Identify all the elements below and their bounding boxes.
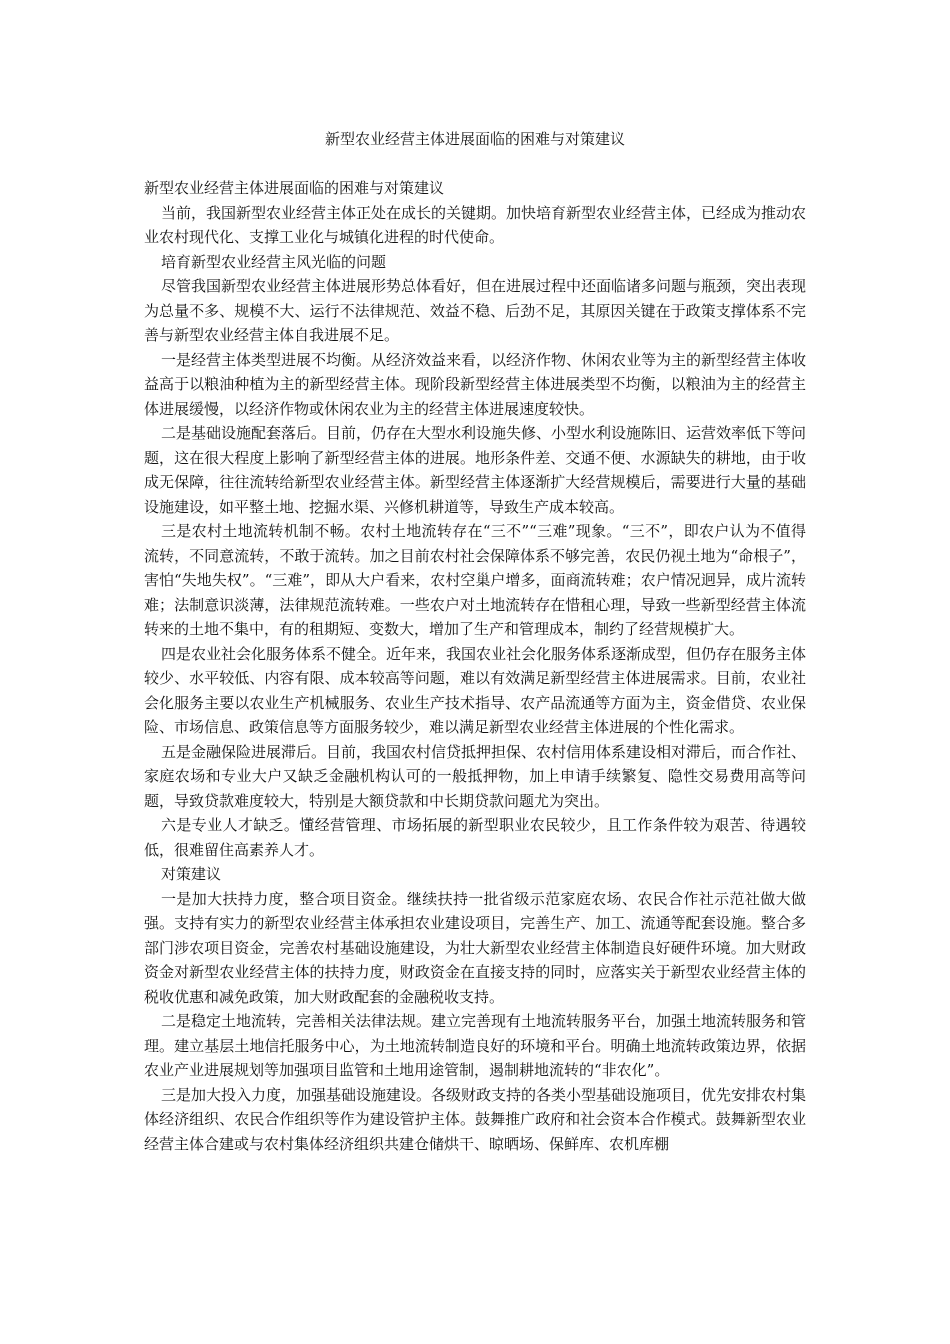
- paragraph-intro: 当前，我国新型农业经营主体正处在成长的关键期。加快培育新型农业经营主体，已经成为推动农业农村现代化、支撑工业化与城镇化进程的时代使命。: [144, 203, 807, 246]
- paragraph-problem-1: 一是经营主体类型进展不均衡。从经济效益来看，以经济作物、休闲农业等为主的新型经营主体收益高于以粮油种植为主的新型经营主体。现阶段新型经营主体进展类型不均衡，以粮油为主的经营主体进展缓慢，以经济作物或休闲农业为主的经营主体进展速度较快。: [144, 350, 807, 418]
- paragraph-problem-6: 六是专业人才缺乏。懂经营管理、市场拓展的新型职业农民较少，且工作条件较为艰苦、待遇较低，很难留住高素养人才。: [144, 816, 806, 859]
- paragraph-suggestion-3: 三是加大投入力度，加强基础设施建设。各级财政支持的各类小型基础设施项目，优先安排农村集体经济组织、农民合作组织等作为建设管护主体。鼓舞推广政府和社会资本合作模式。鼓舞新型农业经营主体合建或与农村集体经济组织共建仓储烘干、晾晒场、保鲜库、农机库棚: [144, 1085, 807, 1153]
- paragraph-suggestion-1: 一是加大扶持力度，整合项目资金。继续扶持一批省级示范家庭农场、农民合作社示范社做大做强。支持有实力的新型农业经营主体承担农业建设项目，完善生产、加工、流通等配套设施。整合多部门涉农项目资金，完善农村基础设施建设，为壮大新型农业经营主体制造良好硬件环境。加大财政资金对新型农业经营主体的扶持力度，财政资金在直接支持的同时，应落实关于新型农业经营主体的税收优惠和减免政策，加大财政配套的金融税收支持。: [144, 889, 806, 1006]
- document-subtitle: 新型农业经营主体进展面临的困难与对策建议: [144, 179, 445, 197]
- paragraph-problem-2: 二是基础设施配套落后。目前，仍存在大型水利设施失修、小型水利设施陈旧、运营效率低下等问题，这在很大程度上影响了新型经营主体的进展。地形条件差、交通不便、水源缺失的耕地，由于收成无保障，往往流转给新型农业经营主体。新型经营主体逐渐扩大经营规模后，需要进行大量的基础设施建设，如平整土地、挖掘水渠、兴修机耕道等，导致生产成本较高。: [144, 424, 807, 516]
- paragraph-suggestion-2: 二是稳定土地流转，完善相关法律法规。建立完善现有土地流转服务平台，加强土地流转服务和管理。建立基层土地信托服务中心，为土地流转制造良好的环境和平台。明确土地流转政策边界，依据农业产业进展规划等加强项目监管和土地用途管制，遏制耕地流转的“非农化”。: [144, 1012, 807, 1079]
- section-heading-suggestions: 对策建议: [161, 865, 222, 883]
- section-heading-problems: 培育新型农业经营主风光临的问题: [161, 252, 387, 271]
- document-title: 新型农业经营主体进展面临的困难与对策建议: [324, 130, 625, 148]
- paragraph-problem-3: 三是农村土地流转机制不畅。农村土地流转存在“三不”“三难”现象。“三不”，即农户认为不值得流转，不同意流转，不敢于流转。加之目前农村社会保障体系不够完善，农民仍视土地为“命根子”，害怕“失地失权”。“三难”，即从大户看来，农村空巢户增多，面商流转难；农户情况迥异，成片流转难；法制意识淡薄，法律规范流转难。一些农户对土地流转存在惜租心理，导致一些新型经营主体流转来的土地不集中，有的租期短、变数大，增加了生产和管理成本，制约了经营规模扩大。: [144, 522, 806, 638]
- paragraph-problem-5: 五是金融保险进展滞后。目前，我国农村信贷抵押担保、农村信用体系建设相对滞后，而合作社、家庭农场和专业大户又缺乏金融机构认可的一般抵押物，加上申请手续繁复、隐性交易费用高等问题，导致贷款难度较大，特别是大额贷款和中长期贷款问题尤为突出。: [144, 742, 807, 810]
- document-body: [144, 176, 806, 1156]
- paragraph-problem-4: 四是农业社会化服务体系不健全。近年来，我国农业社会化服务体系逐渐成型，但仍存在服务主体较少、水平较低、内容有限、成本较高等问题，难以有效满足新型经营主体进展需求。目前，农业社会化服务主要以农业生产机械服务、农业生产技术指导、农产品流通等方面为主，资金借贷、农业保险、市场信息、政策信息等方面服务较少，难以满足新型农业经营主体进展的个性化需求。: [144, 644, 807, 736]
- paragraph-overview: 尽管我国新型农业经营主体进展形势总体看好，但在进展过程中还面临诸多问题与瓶颈，突出表现为总量不多、规模不大、运行不法律规范、效益不稳、后劲不足，其原因关键在于政策支撑体系不完善与新型农业经营主体自我进展不足。: [144, 277, 807, 344]
